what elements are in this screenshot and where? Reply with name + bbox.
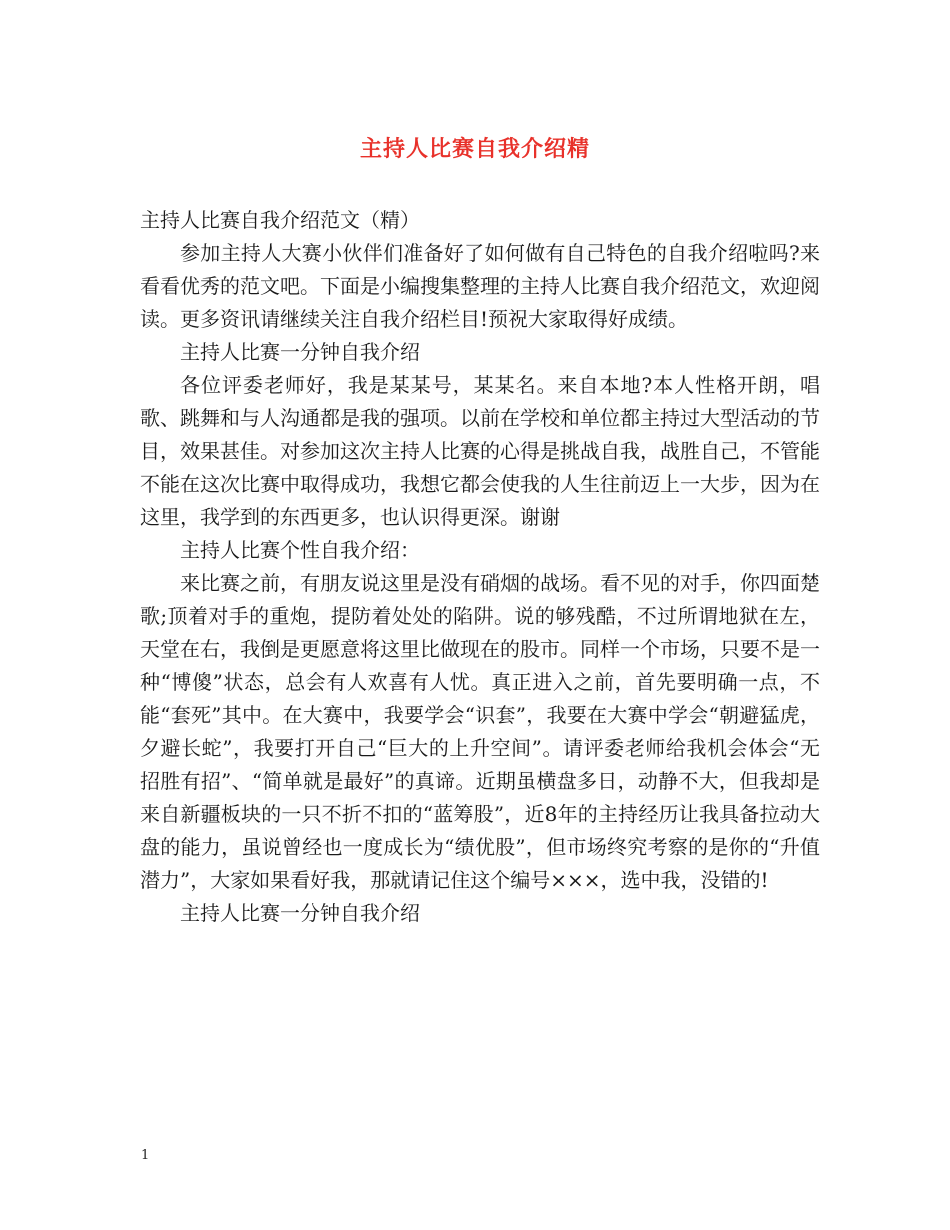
section-heading-one-minute: 主持人比赛一分钟自我介绍 xyxy=(180,340,420,364)
paragraph-one-minute-intro: 各位评委老师好，我是某某号，某某名。来自本地?本人性格开朗，唱歌、跳舞和与人沟通都是我的强项。以前在学校和单位都主持过大型活动的节目，效果甚佳。对参加这次主持人比赛的心得是挑战自我，战胜自己，不管能不能在这次比赛中取得成功，我想它都会使我的人生往前迈上一大步，因为在这里，我学到的东西更多，也认识得更深。谢谢 xyxy=(140,373,820,529)
section-heading-personality: 主持人比赛个性自我介绍： xyxy=(180,538,420,562)
paragraph-personality-intro: 来比赛之前，有朋友说这里是没有硝烟的战场。看不见的对手，你四面楚歌;顶着对手的重炮，提防着处处的陷阱。说的够残酷，不过所谓地狱在左，天堂在右，我倒是更愿意将这里比做现在的股市。同样一个市场，只要不是一种“博傻”状态，总会有人欢喜有人忧。真正进入之前，首先要明确一点，不能“套死”其中。在大赛中，我要学会“识套”，我要在大赛中学会“朝避猛虎，夕避长蛇”，我要打开自己“巨大的上升空间”。请评委老师给我机会体会“无招胜有招”、“简单就是最好”的真谛。近期虽横盘多日，动静不大，但我却是来自新疆板块的一只不折不扣的“蓝筹股”，近8年的主持经历让我具备拉动大盘的能力，虽说曾经也一度成长为“绩优股”，但市场终究考察的是你的“升值潜力”，大家如果看好我，那就请记住这个编号×××，选中我，没错的! xyxy=(140,571,820,892)
paragraph-intro: 参加主持人大赛小伙伴们准备好了如何做有自己特色的自我介绍啦吗?来看看优秀的范文吧。下面是小编搜集整理的主持人比赛自我介绍范文，欢迎阅读。更多资讯请继续关注自我介绍栏目!预祝大家取得好成绩。 xyxy=(140,241,820,331)
page-number: 1 xyxy=(141,1148,150,1163)
paragraph-subtitle: 主持人比赛自我介绍范文（精） xyxy=(140,208,420,232)
section-heading-one-minute-2: 主持人比赛一分钟自我介绍 xyxy=(180,901,420,925)
document-body xyxy=(140,204,820,930)
document-title: 主持人比赛自我介绍精 xyxy=(359,136,590,162)
